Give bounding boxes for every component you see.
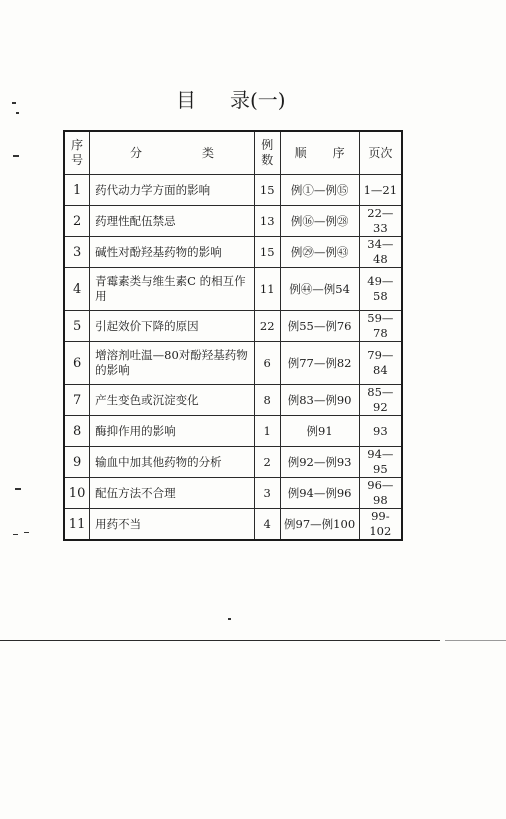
bottom-rule — [0, 640, 440, 641]
header-count: 例数 — [254, 131, 280, 175]
contents-table — [63, 130, 403, 541]
row-index: 1 — [64, 175, 90, 206]
table-row — [64, 385, 402, 416]
row-pages: 79—84 — [359, 342, 402, 385]
header-order-char-1: 顺 — [294, 145, 307, 160]
row-count: 15 — [254, 237, 280, 268]
table-row — [64, 237, 402, 268]
row-category: 增溶剂吐温—80对酚羟基药物的影响 — [90, 342, 255, 385]
row-pages: 1—21 — [359, 175, 402, 206]
row-order: 例94—例96 — [280, 478, 359, 509]
row-category: 配伍方法不合理 — [90, 478, 255, 509]
row-index: 7 — [64, 385, 90, 416]
row-index: 10 — [64, 478, 90, 509]
row-order: 例55—例76 — [280, 311, 359, 342]
row-pages: 94—95 — [359, 447, 402, 478]
row-order: 例97—例100 — [280, 509, 359, 541]
row-category: 药理性配伍禁忌 — [90, 206, 255, 237]
header-index: 序号 — [64, 131, 90, 175]
header-pages: 页次 — [359, 131, 402, 175]
table-row — [64, 478, 402, 509]
row-order: 例㉙—例㊸ — [280, 237, 359, 268]
table-row — [64, 268, 402, 311]
row-count: 3 — [254, 478, 280, 509]
table-row — [64, 447, 402, 478]
table-row — [64, 175, 402, 206]
row-category: 用药不当 — [90, 509, 255, 541]
row-index: 5 — [64, 311, 90, 342]
scan-speck — [12, 102, 16, 104]
header-order — [280, 131, 359, 175]
scan-speck — [24, 532, 29, 533]
scan-speck — [228, 618, 231, 620]
row-pages: 59—78 — [359, 311, 402, 342]
scan-speck — [13, 155, 19, 157]
row-index: 8 — [64, 416, 90, 447]
row-count: 4 — [254, 509, 280, 541]
row-index: 3 — [64, 237, 90, 268]
row-index: 4 — [64, 268, 90, 311]
scan-speck — [13, 534, 18, 535]
table-row — [64, 509, 402, 541]
title-part-2: 录(一) — [230, 88, 286, 112]
header-order-char-2: 序 — [332, 145, 345, 160]
title-part-1: 目 — [176, 88, 196, 112]
row-category: 酶抑作用的影响 — [90, 416, 255, 447]
row-pages: 34—48 — [359, 237, 402, 268]
table-header-row — [64, 131, 402, 175]
row-count: 8 — [254, 385, 280, 416]
scan-speck — [15, 488, 21, 490]
row-pages: 99-102 — [359, 509, 402, 541]
row-order: 例㊹—例54 — [280, 268, 359, 311]
row-pages: 49—58 — [359, 268, 402, 311]
table-row — [64, 416, 402, 447]
scan-speck — [16, 112, 19, 114]
row-order: 例77—例82 — [280, 342, 359, 385]
row-index: 9 — [64, 447, 90, 478]
row-order: 例①—例⑮ — [280, 175, 359, 206]
row-category: 药代动力学方面的影响 — [90, 175, 255, 206]
row-index: 11 — [64, 509, 90, 541]
row-category: 输血中加其他药物的分析 — [90, 447, 255, 478]
table-row — [64, 342, 402, 385]
row-category: 引起效价下降的原因 — [90, 311, 255, 342]
row-order: 例⑯—例㉘ — [280, 206, 359, 237]
row-order: 例92—例93 — [280, 447, 359, 478]
row-index: 2 — [64, 206, 90, 237]
row-count: 13 — [254, 206, 280, 237]
row-category: 青霉素类与维生素C 的相互作用 — [90, 268, 255, 311]
page-title — [176, 84, 286, 113]
row-index: 6 — [64, 342, 90, 385]
row-order: 例83—例90 — [280, 385, 359, 416]
header-category-char-2: 类 — [202, 145, 215, 160]
header-category — [90, 131, 255, 175]
row-count: 2 — [254, 447, 280, 478]
header-category-char-1: 分 — [130, 145, 143, 160]
row-count: 6 — [254, 342, 280, 385]
row-count: 1 — [254, 416, 280, 447]
bottom-rule-faint — [445, 640, 506, 641]
row-count: 11 — [254, 268, 280, 311]
table-row — [64, 206, 402, 237]
row-pages: 22—33 — [359, 206, 402, 237]
row-order: 例91 — [280, 416, 359, 447]
row-pages: 93 — [359, 416, 402, 447]
row-count: 15 — [254, 175, 280, 206]
row-pages: 96—98 — [359, 478, 402, 509]
table-row — [64, 311, 402, 342]
row-pages: 85—92 — [359, 385, 402, 416]
row-category: 碱性对酚羟基药物的影响 — [90, 237, 255, 268]
row-category: 产生变色或沉淀变化 — [90, 385, 255, 416]
row-count: 22 — [254, 311, 280, 342]
